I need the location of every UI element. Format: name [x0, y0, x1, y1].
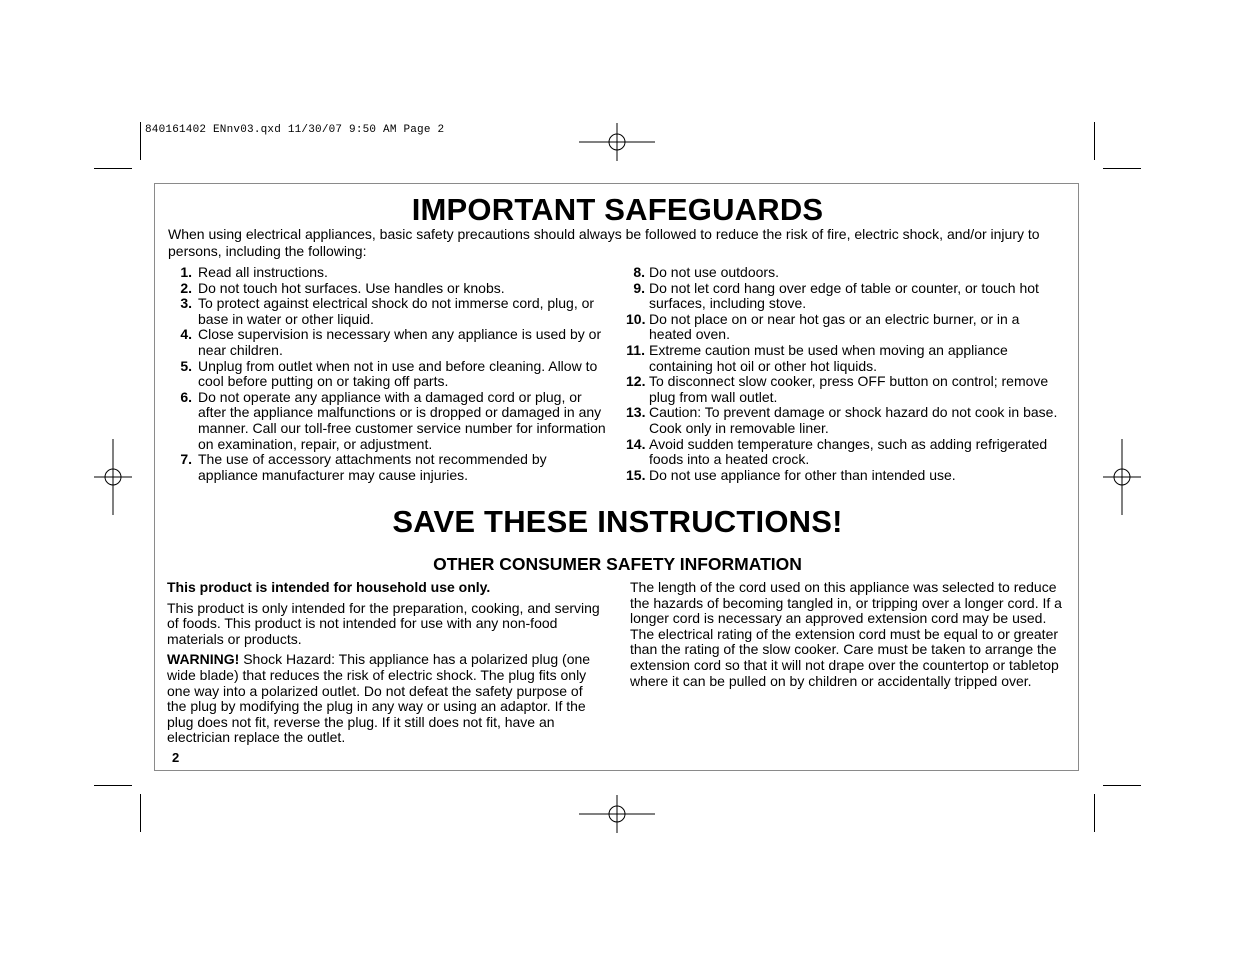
registration-mark-bottom-icon — [579, 795, 655, 833]
crop-mark-bottom-left-horizontal — [94, 785, 132, 786]
list-item: 8. Do not use outdoors. — [633, 264, 779, 280]
list-item: 2. Do not touch hot surfaces. Use handles or knobs. — [180, 279, 505, 296]
food-use-paragraph: This product is only intended for the preparation, cooking, and serving of foods. This product is not intended for use with any non-food materials or products. — [167, 599, 600, 647]
safety-right-column — [630, 580, 1066, 694]
list-item: 13. Caution: To prevent damage or shock hazard do not cook in base. Cook only in removable liner. — [626, 404, 1058, 436]
list-item: 10. Do not place on or near hot gas or an electric burner, or in a heated oven. — [626, 310, 1020, 343]
cord-paragraph: The length of the cord used on this appliance was selected to reduce the hazards of becoming tangled in, or tripping over a longer cord. If a longer cord is necessary an approved extension cord may be used. The electrical rating of the extension cord must be equal to or greater than the rating of the slow cooker. Care must be taken to arrange the extension cord so that it will not drape over the countertop or tabletop where it can be pulled on by children or accidentally tripped over. — [630, 579, 1062, 689]
crop-mark-top-left-horizontal — [94, 168, 132, 169]
intro-paragraph: When using electrical appliances, basic safety precautions should always be followed to reduce the risk of fire, electric shock, and/or injury to persons, including the following: — [168, 226, 1040, 259]
warning-paragraph — [167, 652, 603, 746]
page-number: 2 — [172, 750, 180, 765]
list-item: 7. The use of accessory attachments not recommended by appliance manufacturer may cause injuries. — [180, 451, 547, 483]
list-item: 9. Do not let cord hang over edge of table or counter, or touch hot surfaces, including stove. — [633, 279, 1039, 312]
save-instructions-heading: SAVE THESE INSTRUCTIONS! — [392, 504, 843, 539]
registration-mark-top-icon — [579, 123, 655, 161]
list-item: 5. Unplug from outlet when not in use and before cleaning. Allow to cool before putting on or taking off parts. — [180, 357, 598, 390]
list-item: 12. To disconnect slow cooker, press OFF button on control; remove plug from wall outlet. — [626, 373, 1049, 405]
list-item: 11. Extreme caution must be used when moving an appliance containing hot oil or other hot liquids. — [626, 341, 1008, 374]
list-item: 15. Do not use appliance for other than intended use. — [626, 466, 956, 483]
list-item: 4. Close supervision is necessary when any appliance is used by or near children. — [180, 326, 602, 358]
crop-mark-bottom-left-vertical — [140, 794, 141, 832]
warning-text: Shock Hazard: This appliance has a polarized plug (one wide blade) that reduces the risk of electric shock. The plug fits only one way into a polarized outlet. Do not defeat the safety purpose of the plug by modifying the plug in any way or using an adaptor. If the plug does not fit, reverse the plug. If it still does not fit, have an electrician replace the outlet. — [167, 651, 591, 746]
crop-mark-top-left-vertical — [140, 122, 141, 160]
crop-mark-top-right-vertical — [1094, 122, 1095, 160]
warning-label: WARNING! — [167, 651, 240, 668]
crop-mark-bottom-right-vertical — [1094, 794, 1095, 832]
page-title: IMPORTANT SAFEGUARDS — [411, 192, 824, 227]
safeguards-list-left — [172, 265, 606, 483]
other-safety-heading: OTHER CONSUMER SAFETY INFORMATION — [433, 554, 802, 574]
crop-mark-bottom-right-horizontal — [1103, 785, 1141, 786]
list-item: 1. Read all instructions. — [180, 264, 328, 280]
safety-left-column — [167, 580, 603, 751]
crop-mark-top-right-horizontal — [1103, 168, 1141, 169]
household-use-note: This product is intended for household use only. — [167, 579, 491, 595]
safeguards-list-right — [626, 265, 1066, 483]
list-item: 14. Avoid sudden temperature changes, such as adding refrigerated foods into a heated crock. — [626, 435, 1048, 468]
list-item: 3. To protect against electrical shock do not immerse cord, plug, or base in water or other liquid. — [180, 295, 595, 327]
print-slug-line: 840161402 ENnv03.qxd 11/30/07 9:50 AM Page 2 — [145, 124, 445, 136]
list-item: 6. Do not operate any appliance with a damaged cord or plug, or after the appliance malfunctions or is dropped or damaged in any manner. Call our toll-free customer service number for information on examination, repair, or adjustment. — [180, 388, 606, 452]
